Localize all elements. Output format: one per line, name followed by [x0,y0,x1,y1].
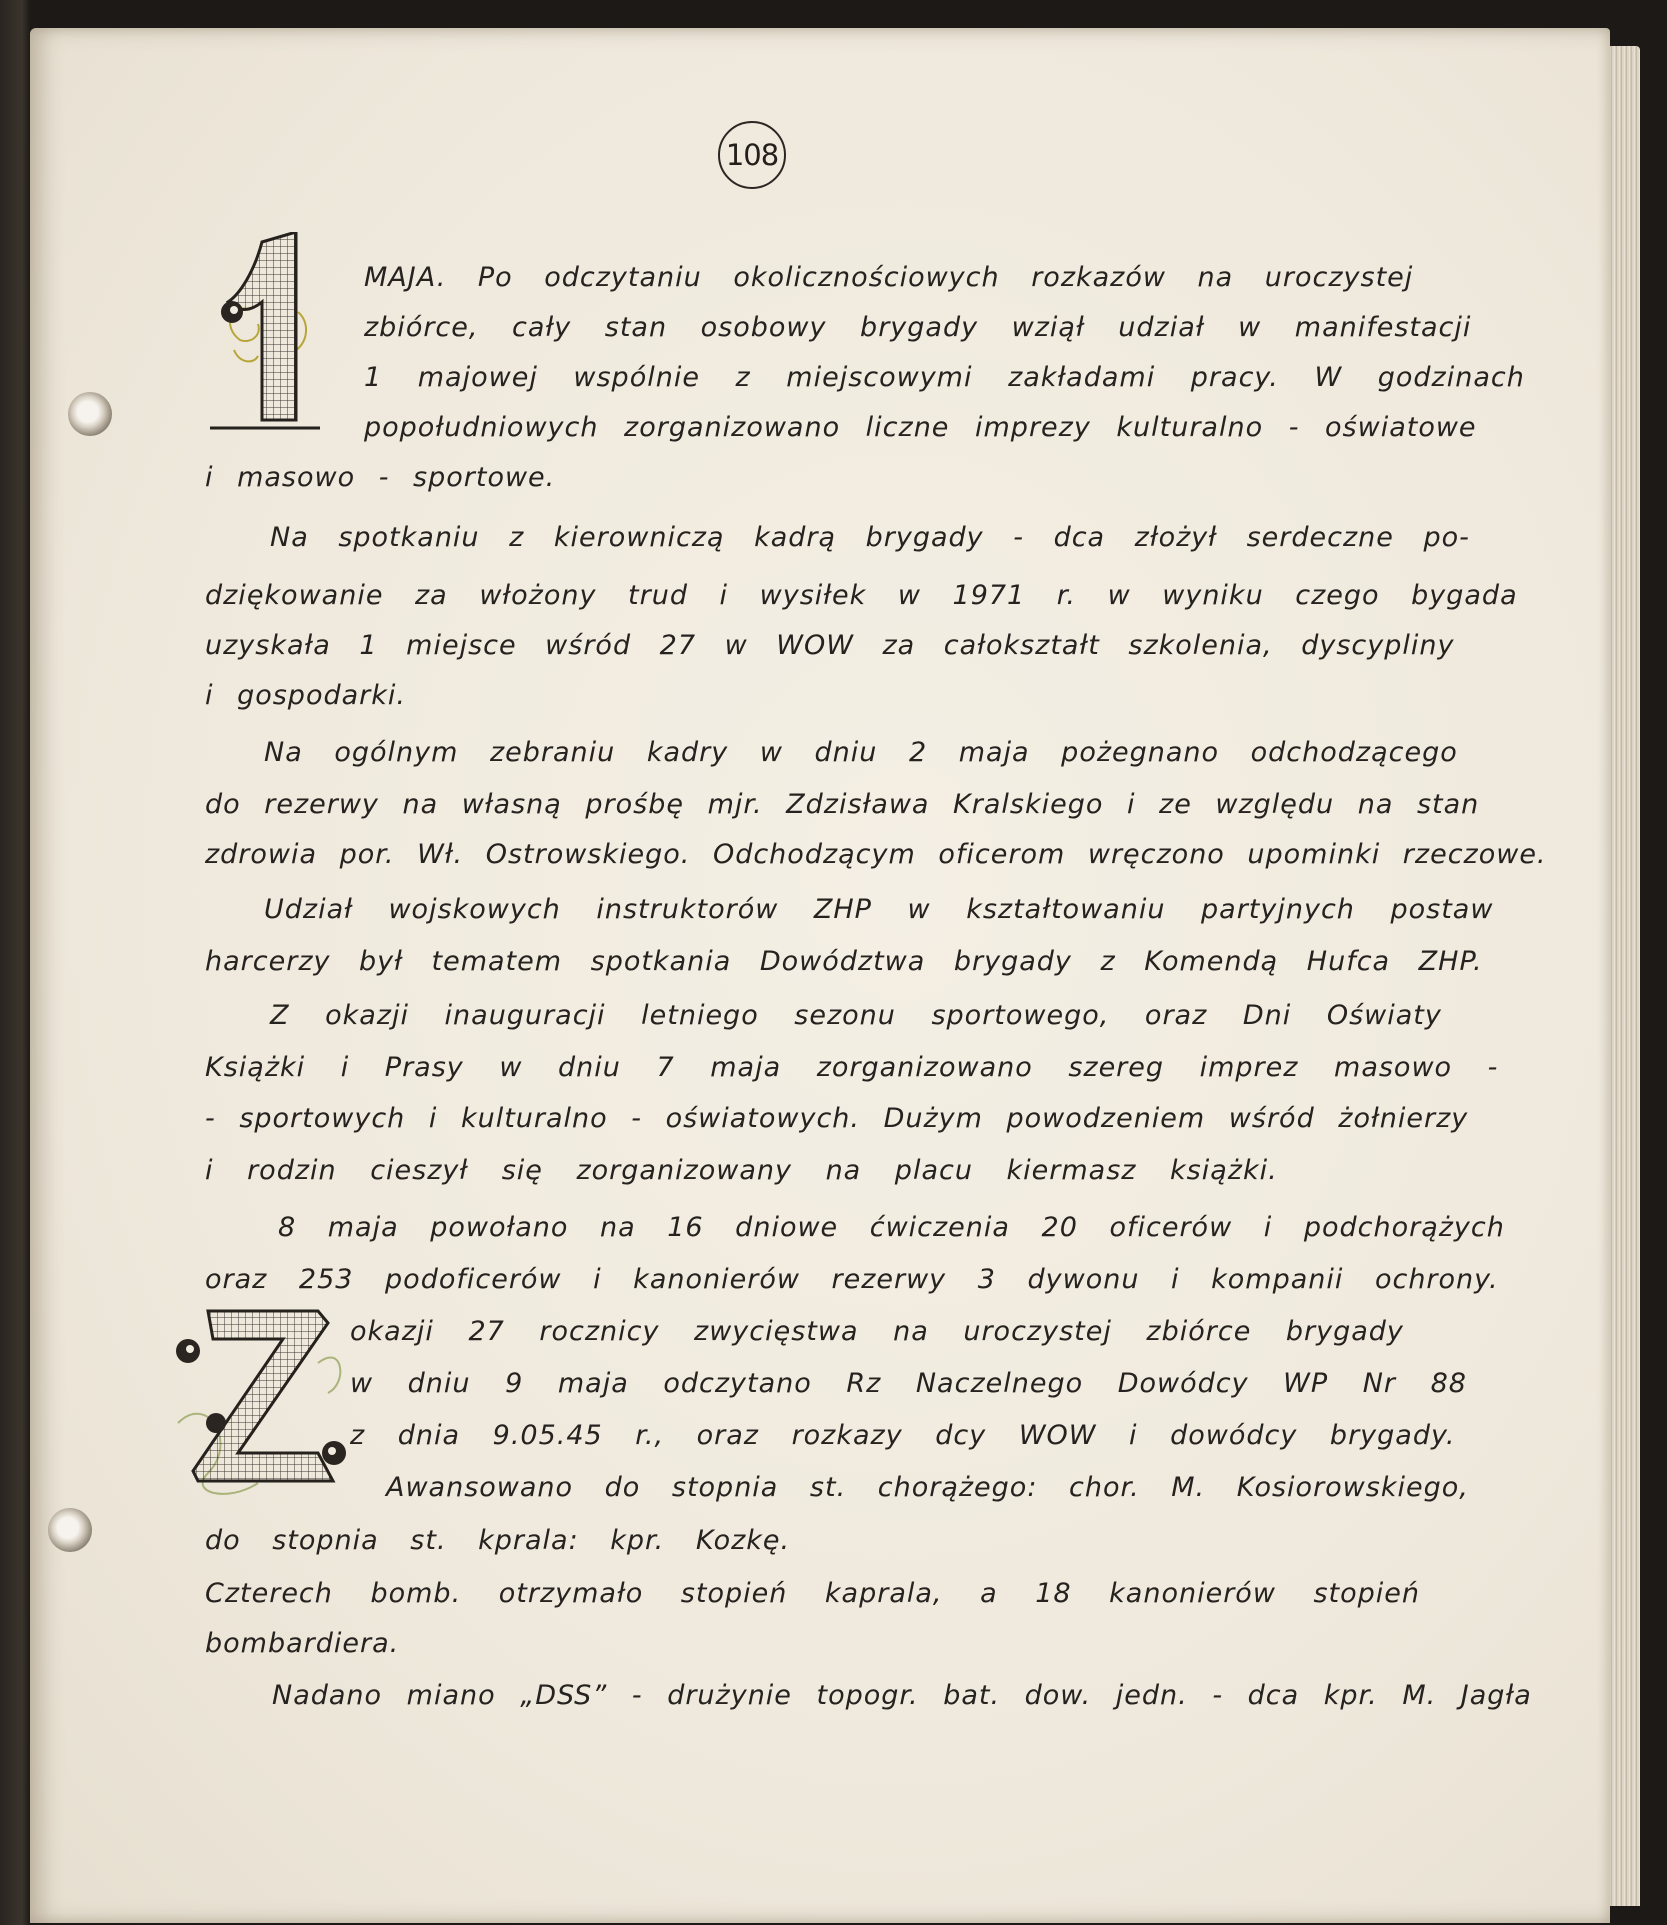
page-number: 108 [718,121,786,189]
text-line: z dnia 9.05.45 r., oraz rozkazy dcy WOW i dowódcy brygady. [350,1420,1456,1451]
text-line: 8 maja powołano na 16 dniowe ćwiczenia 20 oficerów i podchorążych [278,1212,1505,1243]
decorative-initial-z [168,1303,358,1503]
text-line: do stopnia st. kprala: kpr. Kozkę. [205,1525,791,1556]
text-line: Z okazji inauguracji letniego sezonu sportowego, oraz Dni Oświaty [270,1000,1442,1031]
text-line: Czterech bomb. otrzymało stopień kaprala, a 18 kanonierów stopień [205,1578,1421,1609]
text-line: Na spotkaniu z kierowniczą kadrą brygady - dca złożył serdeczne po- [270,522,1470,553]
text-line: harcerzy był tematem spotkania Dowództwa brygady z Komendą Hufca ZHP. [205,946,1483,977]
text-line: i masowo - sportowe. [205,462,556,493]
punch-hole [48,1508,92,1552]
text-line: oraz 253 podoficerów i kanonierów rezerwy 3 dywonu i kompanii ochrony. [205,1264,1499,1295]
text-line: zdrowia por. Wł. Ostrowskiego. Odchodzącym oficerom wręczono upominki rzeczowe. [205,839,1547,870]
text-line: - sportowych i kulturalno - oświatowych. Dużym powodzeniem wśród żołnierzy [205,1103,1469,1134]
text-line: zbiórce, cały stan osobowy brygady wziął udział w manifestacji [364,312,1472,343]
text-line: uzyskała 1 miejsce wśród 27 w WOW za całokształt szkolenia, dyscypliny [205,630,1455,661]
punch-hole [68,392,112,436]
decorative-initial-1 [210,232,330,442]
text-line: i gospodarki. [205,680,406,711]
text-line: okazji 27 rocznicy zwycięstwa na uroczystej zbiórce brygady [350,1316,1404,1347]
text-line: Książki i Prasy w dniu 7 maja zorganizowano szereg imprez masowo - [205,1052,1499,1083]
text-line: dziękowanie za włożony trud i wysiłek w 1971 r. w wyniku czego bygada [205,580,1518,611]
text-line: do rezerwy na własną prośbę mjr. Zdzisława Kralskiego i ze względu na stan [205,789,1480,820]
text-line: bombardiera. [205,1628,400,1659]
text-line: Udział wojskowych instruktorów ZHP w kształtowaniu partyjnych postaw [264,894,1494,925]
text-line: w dniu 9 maja odczytano Rz Naczelnego Dowódcy WP Nr 88 [350,1368,1467,1399]
text-line: Nadano miano „DSS” - drużynie topogr. bat. dow. jedn. - dca kpr. M. Jagła [272,1680,1532,1711]
text-line: Na ogólnym zebraniu kadry w dniu 2 maja pożegnano odchodzącego [264,737,1458,768]
text-line: i rodzin cieszył się zorganizowany na placu kiermasz książki. [205,1155,1278,1186]
text-line: 1 majowej wspólnie z miejscowymi zakładami pracy. W godzinach [364,362,1525,393]
text-line: MAJA. Po odczytaniu okolicznościowych rozkazów na uroczystej [364,262,1414,293]
text-line: popołudniowych zorganizowano liczne imprezy kulturalno - oświatowe [364,412,1477,443]
text-line: Awansowano do stopnia st. chorążego: chor. M. Kosiorowskiego, [386,1472,1469,1503]
